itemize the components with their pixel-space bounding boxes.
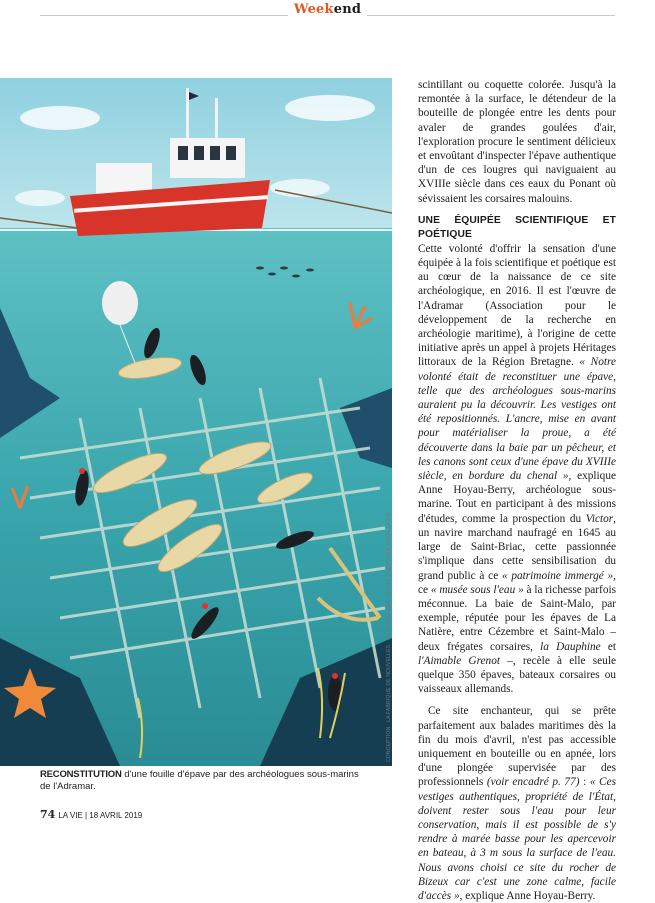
section-title-accent: Week xyxy=(293,2,334,17)
paragraph-3 xyxy=(418,704,616,903)
cloud xyxy=(285,95,375,121)
p2-quote-2: « patrimoine immergé » xyxy=(501,569,614,582)
p3-reference: (voir encadré p. 77) xyxy=(486,776,580,789)
p2-text-a: Cette volonté d'offrir la sensation d'une équipée à la fois scientifique et poétique est au cœur de la naissance de ce site archéologique, en 2016. Il est l'œuvre de l'Adramar (Association pour le développement de la recherche en archéologie maritime), à l'origine de cette initiative après un appel à projets Héritages littoraux de la Région Bretagne. xyxy=(418,242,616,369)
boat-window xyxy=(226,146,236,160)
cloud xyxy=(15,190,65,206)
subheading: UNE ÉQUIPÉE SCIENTIFIQUE ET POÉTIQUE xyxy=(418,214,616,240)
illustration-credit: CONCEPTION : LA FABRIQUE DE NOUVELLES · ILLUSTRATION : CÉCILE HUDRISIER POUR LA VIE xyxy=(386,512,392,762)
p3-text-c: , explique Anne Hoyau-Berry. xyxy=(459,889,596,902)
diver xyxy=(328,675,342,711)
boat-window xyxy=(178,146,188,160)
p3-text-b: : xyxy=(579,776,590,789)
p3-quote: « Ces vestiges authentiques, propriété de l'État, doivent rester sous l'eau pour leur conservation, mais il est possible de s'y rendre à marée basse pour les apercevoir en bateau, à 3 m sous la surface de l'eau. Nous avons choisi ce site du rocher de Bizeux car c'est une zone calme, facile d'accès » xyxy=(418,776,616,902)
ship-name-aimable-grenot: l'Aimable Grenot xyxy=(418,654,500,667)
ship-name-dauphine: la Dauphine xyxy=(540,640,601,653)
publication-info: LA VIE | 18 AVRIL 2019 xyxy=(58,811,143,820)
boat-window xyxy=(194,146,204,160)
caption-text: d'une fouille d'épave par des archéologues sous-marins de l'Adramar. xyxy=(40,769,359,792)
p2-text-b: , explique Anne Hoyau-Berry, archéologue sous-marine. Tout en participant à des missions d'études, comme la prospection du xyxy=(418,470,616,525)
p2-text-g: –, recèle à elle seule quelque 350 épaves, bateaux corsaires ou vaisseaux allemands. xyxy=(418,654,616,696)
page-footer xyxy=(40,808,142,821)
figure-caption xyxy=(40,769,370,793)
section-title-rest: end xyxy=(333,2,362,17)
cloud xyxy=(20,106,100,130)
p2-quote-3: « musée sous l'eau » xyxy=(430,583,524,596)
article-column xyxy=(418,78,616,903)
ship-name-victor: Victor xyxy=(585,512,614,525)
caption-lead: RECONSTITUTION xyxy=(40,769,122,780)
p2-text-d: , ce xyxy=(418,569,616,596)
boat-window xyxy=(210,146,220,160)
paragraph-2 xyxy=(418,242,616,697)
p2-text-f: et xyxy=(600,640,617,653)
underwater-illustration xyxy=(0,78,392,766)
p2-text-c: , un navire marchand naufragé en 1645 au large de Saint-Briac, cette passionnée s'implique dans cette sensibilisation du grand public à ce xyxy=(418,512,616,582)
paragraph-1: scintillant ou coquette colorée. Jusqu'à la remontée à la surface, le détendeur de la bouteille de plongée entre les dents pour avaler de grandes goulées d'air, l'exploration procure le sentiment délicieux et envoûtant d'inspecter l'épave authentique d'un de ces lougres qui naviguaient au XVIIIe siècle dans ces eaux du Ponant où sévissaient les corsaires malouins. xyxy=(418,79,616,205)
page-number: 74 xyxy=(40,808,56,821)
p3-text-a: Ce site enchanteur, qui se prête parfaitement aux balades maritimes dès la fin du mois d'avril, n'est pas accessible uniquement en bouteille ou en apnée, lors d'une plongée supervisée par des professionnels xyxy=(418,705,616,789)
section-title xyxy=(40,2,615,17)
section-header xyxy=(40,0,615,20)
p2-text-e: à la richesse parfois méconnue. La baie de Saint-Malo, par exemple, réputée pour les épaves de La Natière, entre Cézembre et Saint-Malo – deux frégates corsaires, xyxy=(418,583,616,653)
p2-quote: « Notre volonté était de reconstituer une épave, telle que des archéologues sous-marins auraient pu la découvrir. Les vestiges ont été repositionnés. L'ancre, mise en avant pour matérialiser la proue, a été découverte dans la baie par un pêcheur, et les canons sont ceux d'une épave du XVIIIe siècle, en bordure du chenal » xyxy=(418,356,616,483)
